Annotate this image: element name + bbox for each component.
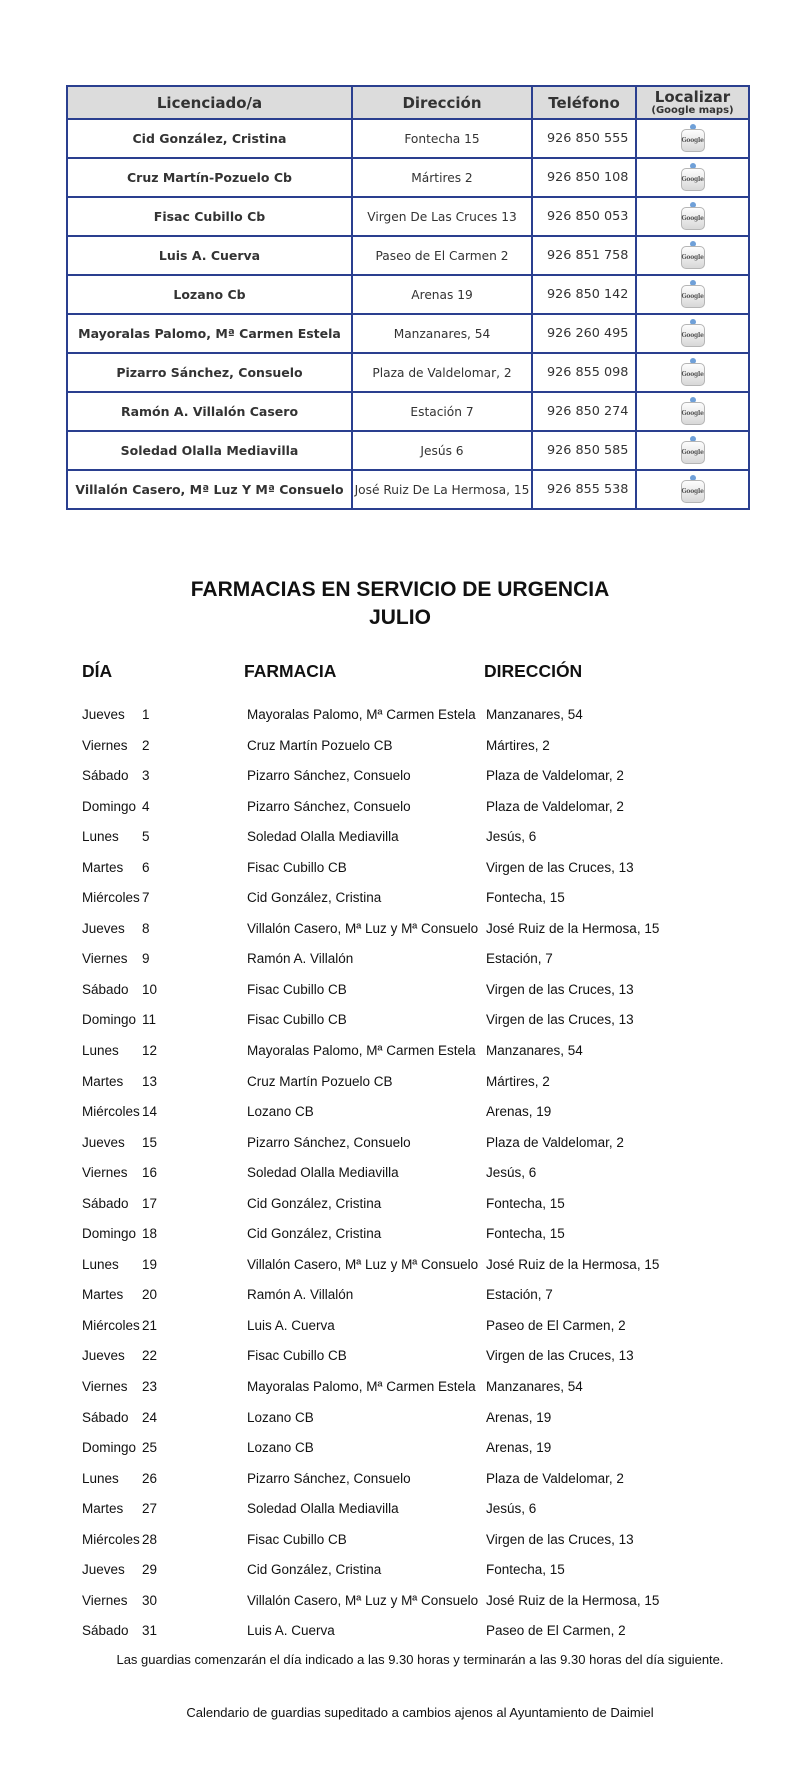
google-maps-icon-label: Google — [681, 129, 705, 152]
table-header-row — [67, 86, 749, 119]
pharmacy-address: Fontecha 15 — [352, 119, 532, 158]
pharmacy-address: Estación 7 — [352, 392, 532, 431]
schedule-day-number: 4 — [142, 798, 150, 814]
schedule-pharmacy: Cruz Martín Pozuelo CB — [247, 1073, 393, 1089]
pharmacy-address: Paseo de El Carmen 2 — [352, 236, 532, 275]
schedule-pharmacy: Mayoralas Palomo, Mª Carmen Estela — [247, 1379, 476, 1395]
pharmacy-phone: 926 850 142 — [532, 275, 636, 314]
google-maps-icon-label: Google — [681, 363, 705, 386]
google-maps-icon-label: Google — [681, 324, 705, 347]
schedule-day-name: Lunes — [82, 1256, 119, 1272]
schedule-row — [0, 1280, 800, 1311]
schedule-day-number: 3 — [142, 768, 150, 784]
pharmacist-name: Cid González, Cristina — [67, 119, 352, 158]
pharmacy-table-body — [67, 119, 749, 509]
schedule-day-number: 8 — [142, 920, 150, 936]
schedule-pharmacy: Luis A. Cuerva — [247, 1623, 335, 1639]
schedule-row — [0, 731, 800, 762]
google-maps-icon-label: Google — [681, 285, 705, 308]
schedule-pharmacy: Soledad Olalla Mediavilla — [247, 1165, 399, 1181]
schedule-day-number: 14 — [142, 1104, 158, 1120]
schedule-day-name: Lunes — [82, 1470, 119, 1486]
schedule-address: Mártires, 2 — [486, 737, 550, 753]
table-row — [67, 275, 749, 314]
header-localizar-title: Localizar — [654, 87, 731, 106]
pharmacist-name: Mayoralas Palomo, Mª Carmen Estela — [67, 314, 352, 353]
schedule-address: Fontecha, 15 — [486, 1195, 565, 1211]
schedule-day-name: Viernes — [82, 1379, 128, 1395]
pharmacy-address: Jesús 6 — [352, 431, 532, 470]
schedule-address: Plaza de Valdelomar, 2 — [486, 768, 624, 784]
schedule-address: Estación, 7 — [486, 1287, 553, 1303]
schedule-pharmacy: Villalón Casero, Mª Luz y Mª Consuelo — [247, 1592, 479, 1608]
schedule-row — [0, 1616, 800, 1647]
schedule-row — [0, 1433, 800, 1464]
schedule-day-number: 27 — [142, 1501, 158, 1517]
schedule-address: Fontecha, 15 — [486, 1562, 565, 1578]
schedule-day-number: 21 — [142, 1317, 158, 1333]
schedule-pharmacy: Lozano CB — [247, 1409, 314, 1425]
schedule-address: Manzanares, 54 — [486, 707, 583, 722]
schedule-address: Fontecha, 15 — [486, 890, 565, 906]
schedule-address: Fontecha, 15 — [486, 1226, 565, 1242]
schedule-row — [0, 914, 800, 945]
schedule-day-number: 15 — [142, 1134, 158, 1150]
schedule-row — [0, 1036, 800, 1067]
google-maps-icon[interactable] — [681, 397, 705, 427]
google-maps-icon-label: Google — [681, 441, 705, 464]
schedule-day-name: Miércoles — [82, 1531, 140, 1547]
schedule-address: Virgen de las Cruces, 13 — [486, 859, 634, 875]
pharmacy-phone: 926 850 555 — [532, 119, 636, 158]
schedule-day-number: 29 — [142, 1562, 158, 1578]
schedule-address: José Ruiz de la Hermosa, 15 — [486, 1256, 660, 1272]
google-maps-icon-label: Google — [681, 402, 705, 425]
schedule-row — [0, 1067, 800, 1098]
header-licenciado: Licenciado/a — [67, 86, 352, 119]
schedule-pharmacy: Ramón A. Villalón — [247, 1287, 354, 1303]
schedule-row — [0, 1341, 800, 1372]
table-row — [67, 314, 749, 353]
schedule-day-number: 19 — [142, 1256, 158, 1272]
schedule-address: Arenas, 19 — [486, 1104, 552, 1120]
schedule-day-number: 2 — [142, 737, 150, 753]
pharmacy-address: Virgen De Las Cruces 13 — [352, 197, 532, 236]
schedule-pharmacy: Villalón Casero, Mª Luz y Mª Consuelo — [247, 1256, 479, 1272]
schedule-row — [0, 1311, 800, 1342]
schedule-pharmacy: Soledad Olalla Mediavilla — [247, 1501, 399, 1517]
locate-cell — [636, 431, 749, 470]
schedule-pharmacy: Cruz Martín Pozuelo CB — [247, 737, 393, 753]
schedule-address: Estación, 7 — [486, 951, 553, 967]
locate-cell — [636, 314, 749, 353]
header-localizar — [636, 86, 749, 119]
google-maps-icon[interactable] — [681, 202, 705, 232]
schedule-header-pharmacy: FARMACIA — [244, 661, 337, 681]
schedule-row — [0, 1189, 800, 1220]
locate-cell — [636, 470, 749, 509]
schedule-row — [0, 1097, 800, 1128]
schedule-day-number: 17 — [142, 1195, 158, 1211]
schedule-day-number: 28 — [142, 1531, 158, 1547]
schedule-day-name: Jueves — [82, 707, 125, 722]
table-row — [67, 158, 749, 197]
google-maps-icon[interactable] — [681, 358, 705, 388]
table-row — [67, 353, 749, 392]
schedule-pharmacy: Pizarro Sánchez, Consuelo — [247, 768, 411, 784]
google-maps-icon[interactable] — [681, 163, 705, 193]
locate-cell — [636, 275, 749, 314]
pharmacy-phone: 926 851 758 — [532, 236, 636, 275]
schedule-row — [0, 1005, 800, 1036]
schedule-day-name: Viernes — [82, 1592, 128, 1608]
pharmacy-address: Manzanares, 54 — [352, 314, 532, 353]
pharmacist-name: Luis A. Cuerva — [67, 236, 352, 275]
schedule-day-number: 22 — [142, 1348, 158, 1364]
schedule-pharmacy: Villalón Casero, Mª Luz y Mª Consuelo — [247, 920, 479, 936]
schedule-day-number: 13 — [142, 1073, 158, 1089]
pharmacy-phone: 926 850 274 — [532, 392, 636, 431]
schedule-pharmacy: Soledad Olalla Mediavilla — [247, 829, 399, 845]
schedule-header-address: DIRECCIÓN — [484, 661, 583, 681]
pharmacist-name: Villalón Casero, Mª Luz Y Mª Consuelo — [67, 470, 352, 509]
schedule-pharmacy: Fisac Cubillo CB — [247, 1012, 347, 1028]
pharmacist-name: Lozano Cb — [67, 275, 352, 314]
schedule-day-number: 23 — [142, 1379, 158, 1395]
schedule-pharmacy: Pizarro Sánchez, Consuelo — [247, 1470, 411, 1486]
schedule-row — [0, 792, 800, 823]
schedule-day-number: 5 — [142, 829, 150, 845]
schedule-day-name: Viernes — [82, 951, 128, 967]
table-row — [67, 431, 749, 470]
schedule-day-name: Jueves — [82, 1562, 125, 1578]
schedule-pharmacy: Fisac Cubillo CB — [247, 1531, 347, 1547]
schedule-pharmacy: Cid González, Cristina — [247, 1195, 382, 1211]
schedule-row — [0, 1372, 800, 1403]
schedule-day-name: Jueves — [82, 920, 125, 936]
schedule-address: Jesús, 6 — [486, 1165, 537, 1181]
schedule-address: Virgen de las Cruces, 13 — [486, 1531, 634, 1547]
schedule-day-number: 7 — [142, 890, 150, 906]
locate-cell — [636, 353, 749, 392]
pharmacy-address: Plaza de Valdelomar, 2 — [352, 353, 532, 392]
schedule-day-name: Martes — [82, 1501, 124, 1517]
schedule-row — [0, 822, 800, 853]
schedule-pharmacy: Mayoralas Palomo, Mª Carmen Estela — [247, 1043, 476, 1059]
schedule-pharmacy: Mayoralas Palomo, Mª Carmen Estela — [247, 707, 476, 722]
schedule-row — [0, 700, 800, 731]
schedule-pharmacy: Lozano CB — [247, 1440, 314, 1456]
pharmacy-phone: 926 855 538 — [532, 470, 636, 509]
header-telefono: Teléfono — [532, 86, 636, 119]
urgency-schedule-list — [0, 700, 800, 1647]
pharmacy-phone: 926 260 495 — [532, 314, 636, 353]
schedule-row — [0, 1128, 800, 1159]
schedule-day-name: Jueves — [82, 1134, 125, 1150]
google-maps-icon-label: Google — [681, 168, 705, 191]
schedule-address: Virgen de las Cruces, 13 — [486, 981, 634, 997]
schedule-address: Mártires, 2 — [486, 1073, 550, 1089]
pharmacist-name: Cruz Martín-Pozuelo Cb — [67, 158, 352, 197]
google-maps-icon[interactable] — [681, 319, 705, 349]
schedule-row — [0, 1525, 800, 1556]
google-maps-icon[interactable] — [681, 280, 705, 310]
schedule-day-name: Domingo — [82, 798, 137, 814]
locate-cell — [636, 197, 749, 236]
schedule-day-name: Miércoles — [82, 1317, 140, 1333]
schedule-address: Arenas, 19 — [486, 1409, 552, 1425]
schedule-address: Jesús, 6 — [486, 829, 537, 845]
table-row — [67, 470, 749, 509]
pharmacy-phone: 926 850 053 — [532, 197, 636, 236]
schedule-pharmacy: Cid González, Cristina — [247, 1226, 382, 1242]
schedule-day-number: 9 — [142, 951, 150, 967]
schedule-day-number: 24 — [142, 1409, 158, 1425]
schedule-row — [0, 853, 800, 884]
urgency-month: JULIO — [369, 606, 431, 629]
schedule-day-number: 18 — [142, 1226, 158, 1242]
urgency-title: FARMACIAS EN SERVICIO DE URGENCIA — [190, 578, 610, 601]
google-maps-icon-label: Google — [681, 207, 705, 230]
schedule-address: José Ruiz de la Hermosa, 15 — [486, 920, 660, 936]
schedule-row — [0, 1219, 800, 1250]
table-row — [67, 197, 749, 236]
schedule-day-name: Sábado — [82, 768, 129, 784]
schedule-address: Jesús, 6 — [486, 1501, 537, 1517]
header-localizar-subtitle: (Google maps) — [651, 104, 734, 116]
schedule-day-number: 30 — [142, 1592, 158, 1608]
schedule-address: Manzanares, 54 — [486, 1043, 583, 1059]
schedule-pharmacy: Cid González, Cristina — [247, 890, 382, 906]
google-maps-icon-label: Google — [681, 480, 705, 503]
google-maps-icon-label: Google — [681, 246, 705, 269]
table-row — [67, 392, 749, 431]
schedule-day-name: Miércoles — [82, 1104, 140, 1120]
locate-cell — [636, 119, 749, 158]
schedule-day-name: Martes — [82, 859, 124, 875]
schedule-row — [0, 761, 800, 792]
schedule-pharmacy: Fisac Cubillo CB — [247, 859, 347, 875]
pharmacy-address: Arenas 19 — [352, 275, 532, 314]
schedule-day-name: Viernes — [82, 737, 128, 753]
schedule-address: Plaza de Valdelomar, 2 — [486, 1134, 624, 1150]
schedule-pharmacy: Fisac Cubillo CB — [247, 1348, 347, 1364]
schedule-day-name: Sábado — [82, 1409, 129, 1425]
schedule-pharmacy: Luis A. Cuerva — [247, 1317, 335, 1333]
pharmacist-name: Fisac Cubillo Cb — [67, 197, 352, 236]
schedule-day-name: Miércoles — [82, 890, 140, 906]
schedule-day-name: Sábado — [82, 1195, 129, 1211]
schedule-pharmacy: Pizarro Sánchez, Consuelo — [247, 1134, 411, 1150]
schedule-day-number: 6 — [142, 859, 150, 875]
schedule-pharmacy: Lozano CB — [247, 1104, 314, 1120]
pharmacy-address: Mártires 2 — [352, 158, 532, 197]
google-maps-icon[interactable] — [681, 124, 705, 154]
schedule-day-number: 26 — [142, 1470, 158, 1486]
schedule-day-number: 12 — [142, 1043, 158, 1059]
schedule-day-name: Domingo — [82, 1012, 137, 1028]
schedule-day-name: Sábado — [82, 981, 129, 997]
schedule-day-name: Domingo — [82, 1440, 137, 1456]
schedule-row — [0, 975, 800, 1006]
table-row — [67, 119, 749, 158]
pharmacy-address: José Ruiz De La Hermosa, 15 — [352, 470, 532, 509]
schedule-row — [0, 1464, 800, 1495]
schedule-day-number: 31 — [142, 1623, 158, 1639]
schedule-row — [0, 1555, 800, 1586]
schedule-pharmacy: Fisac Cubillo CB — [247, 981, 347, 997]
schedule-address: Arenas, 19 — [486, 1440, 552, 1456]
google-maps-icon[interactable] — [681, 241, 705, 271]
schedule-row — [0, 1158, 800, 1189]
schedule-pharmacy: Cid González, Cristina — [247, 1562, 382, 1578]
schedule-day-number: 16 — [142, 1165, 158, 1181]
schedule-address: Plaza de Valdelomar, 2 — [486, 1470, 624, 1486]
schedule-row — [0, 883, 800, 914]
schedule-address: Plaza de Valdelomar, 2 — [486, 798, 624, 814]
schedule-header-day: DÍA — [82, 661, 113, 681]
schedule-address: Virgen de las Cruces, 13 — [486, 1348, 634, 1364]
schedule-day-name: Viernes — [82, 1165, 128, 1181]
locate-cell — [636, 392, 749, 431]
locate-cell — [636, 158, 749, 197]
schedule-row — [0, 1403, 800, 1434]
google-maps-icon[interactable] — [681, 436, 705, 466]
schedule-day-name: Jueves — [82, 1348, 125, 1364]
pharmacy-directory-table — [66, 85, 750, 510]
pharmacist-name: Ramón A. Villalón Casero — [67, 392, 352, 431]
schedule-row — [0, 1586, 800, 1617]
schedule-day-number: 20 — [142, 1287, 158, 1303]
schedule-address: José Ruiz de la Hermosa, 15 — [486, 1592, 660, 1608]
schedule-address: Paseo de El Carmen, 2 — [486, 1317, 626, 1333]
schedule-day-number: 10 — [142, 981, 158, 997]
schedule-address: Virgen de las Cruces, 13 — [486, 1012, 634, 1028]
schedule-day-name: Lunes — [82, 1043, 119, 1059]
schedule-address: Manzanares, 54 — [486, 1379, 583, 1395]
schedule-day-number: 25 — [142, 1440, 158, 1456]
header-direccion: Dirección — [352, 86, 532, 119]
schedule-pharmacy: Ramón A. Villalón — [247, 951, 354, 967]
schedule-day-name: Lunes — [82, 829, 119, 845]
pharmacist-name: Pizarro Sánchez, Consuelo — [67, 353, 352, 392]
table-row — [67, 236, 749, 275]
schedule-day-name: Martes — [82, 1287, 124, 1303]
pharmacy-phone: 926 850 585 — [532, 431, 636, 470]
pharmacist-name: Soledad Olalla Mediavilla — [67, 431, 352, 470]
disclaimer-note: Calendario de guardias supeditado a cambios ajenos al Ayuntamiento de Daimiel — [186, 1705, 654, 1720]
pharmacy-phone: 926 850 108 — [532, 158, 636, 197]
schedule-day-number: 11 — [142, 1012, 157, 1028]
schedule-row — [0, 1494, 800, 1525]
hours-note: Las guardias comenzarán el día indicado a las 9.30 horas y terminarán a las 9.30 horas del día siguiente. — [116, 1652, 724, 1667]
google-maps-icon[interactable] — [681, 475, 705, 505]
schedule-day-number: 1 — [142, 707, 150, 722]
locate-cell — [636, 236, 749, 275]
schedule-row — [0, 1250, 800, 1281]
schedule-row — [0, 944, 800, 975]
schedule-pharmacy: Pizarro Sánchez, Consuelo — [247, 798, 411, 814]
schedule-address: Paseo de El Carmen, 2 — [486, 1623, 626, 1639]
schedule-day-name: Sábado — [82, 1623, 129, 1639]
schedule-day-name: Domingo — [82, 1226, 137, 1242]
schedule-day-name: Martes — [82, 1073, 124, 1089]
pharmacy-phone: 926 855 098 — [532, 353, 636, 392]
